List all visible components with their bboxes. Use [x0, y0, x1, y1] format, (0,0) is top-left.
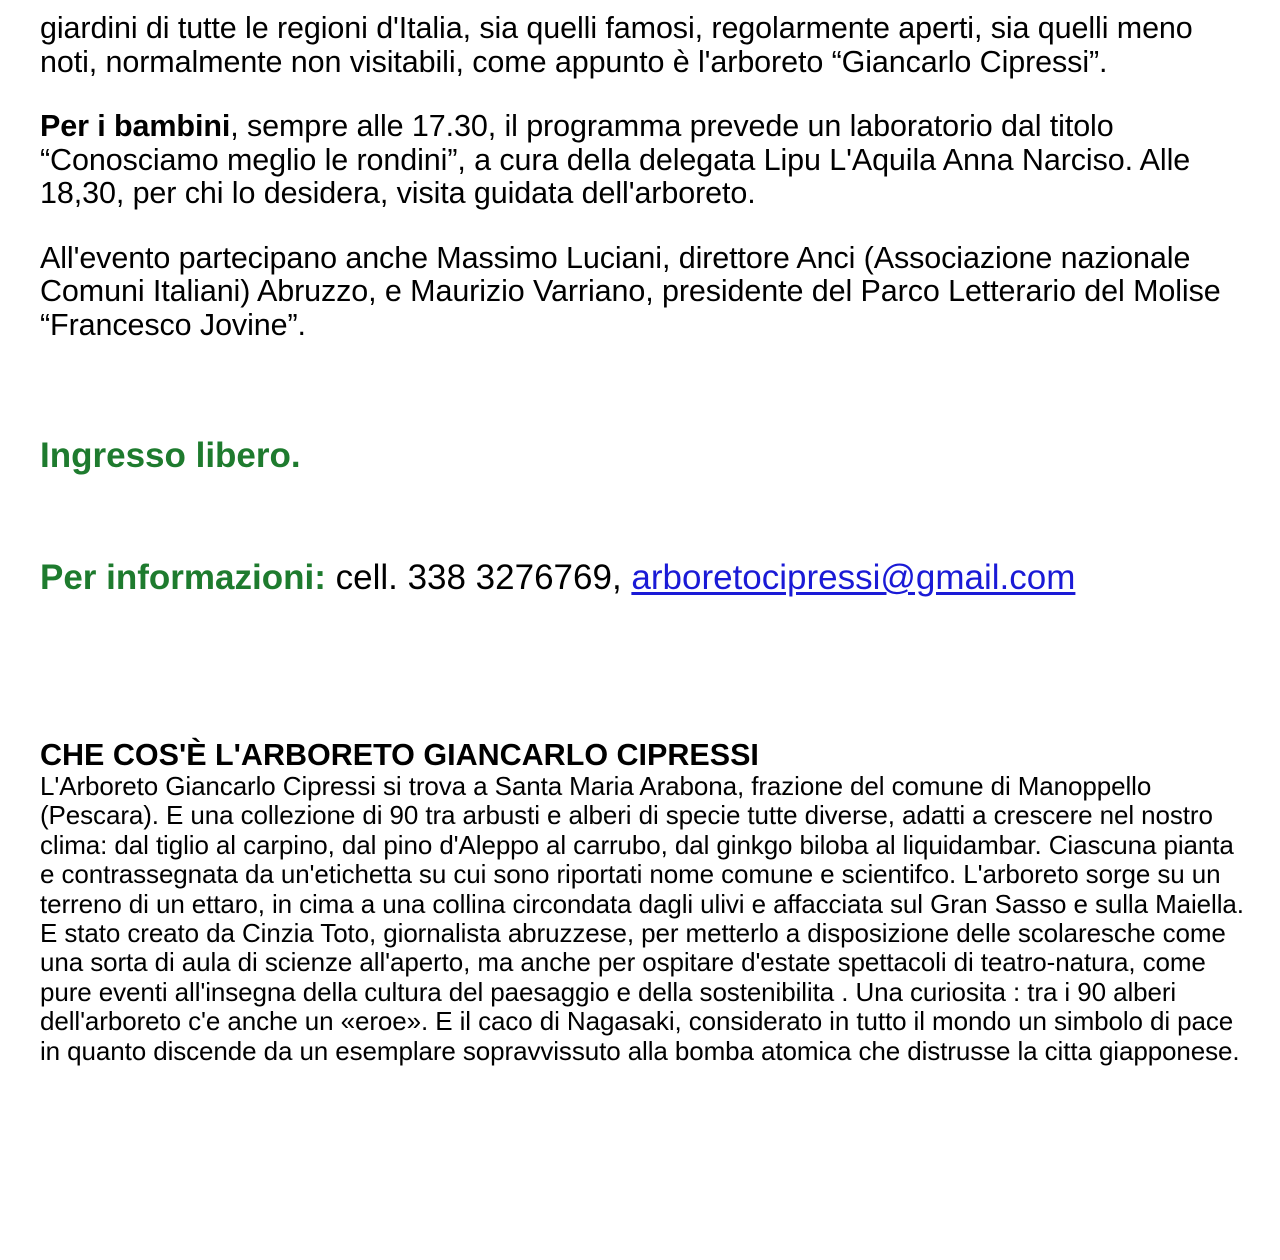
info-label: Per informazioni: [40, 558, 326, 597]
phone-text: cell. 338 3276769, [325, 558, 632, 597]
email-link[interactable]: arboretocipressi@gmail.com [631, 558, 1076, 597]
participants-paragraph: All'evento partecipano anche Massimo Luciani, direttore Anci (Associazione nazionale Comuni Italiani) Abruzzo, e Maurizio Varriano, presidente del Parco Letterario del Molise “Francesco Jovine”. [40, 240, 1221, 342]
free-entry-notice: Ingresso libero. [40, 436, 301, 475]
children-label: Per i bambini [40, 109, 231, 143]
info-line [40, 558, 1250, 598]
document-page [40, 12, 1250, 1066]
intro-paragraph: giardini di tutte le regioni d'Italia, sia quelli famosi, regolarmente aperti, sia quelli meno noti, normalmente non visitabili, come appunto è l'arboreto “Giancarlo Cipressi”. [40, 11, 1193, 79]
arboreto-description: L'Arboreto Giancarlo Cipressi si trova a Santa Maria Arabona, frazione del comune di Manoppello (Pescara). E una collezione di 90 tra arbusti e alberi di specie tutte diverse, adatti a crescere nel nostro clima: dal tiglio al carpino, dal pino d'Aleppo al carrubo, dal ginkgo biloba al liquidambar. Ciascuna pianta e contrassegnata da un'etichetta su cui sono riportati nome comune e scientifco. L'arboreto sorge su un terreno di un ettaro, in cima a una collina circondata dagli ulivi e affacciata sul Gran Sasso e sulla Maiella. E stato creato da Cinzia Toto, giornalista abruzzese, per metterlo a disposizione delle scolaresche come una sorta di aula di scienze all'aperto, ma anche per ospitare d'estate spettacoli di teatro-natura, come pure eventi all'insegna della cultura del paesaggio e della sostenibilita . Una curiosita : tra i 90 alberi dell'arboreto c'e anche un «eroe». E il caco di Nagasaki, considerato in tutto il mondo un simbolo di pace in quanto discende da un esemplare sopravvissuto alla bomba atomica che distrusse la citta giapponese. [40, 771, 1244, 1066]
children-text: , sempre alle 17.30, il programma prevede un laboratorio dal titolo “Conosciamo meglio le rondini”, a cura della delegata Lipu L'Aquila Anna Narciso. Alle 18,30, per chi lo desidera, visita guidata dell'arboreto. [40, 109, 1191, 210]
section-heading: CHE COS'È L'ARBORETO GIANCARLO CIPRESSI [40, 738, 759, 772]
children-paragraph [40, 110, 1250, 211]
